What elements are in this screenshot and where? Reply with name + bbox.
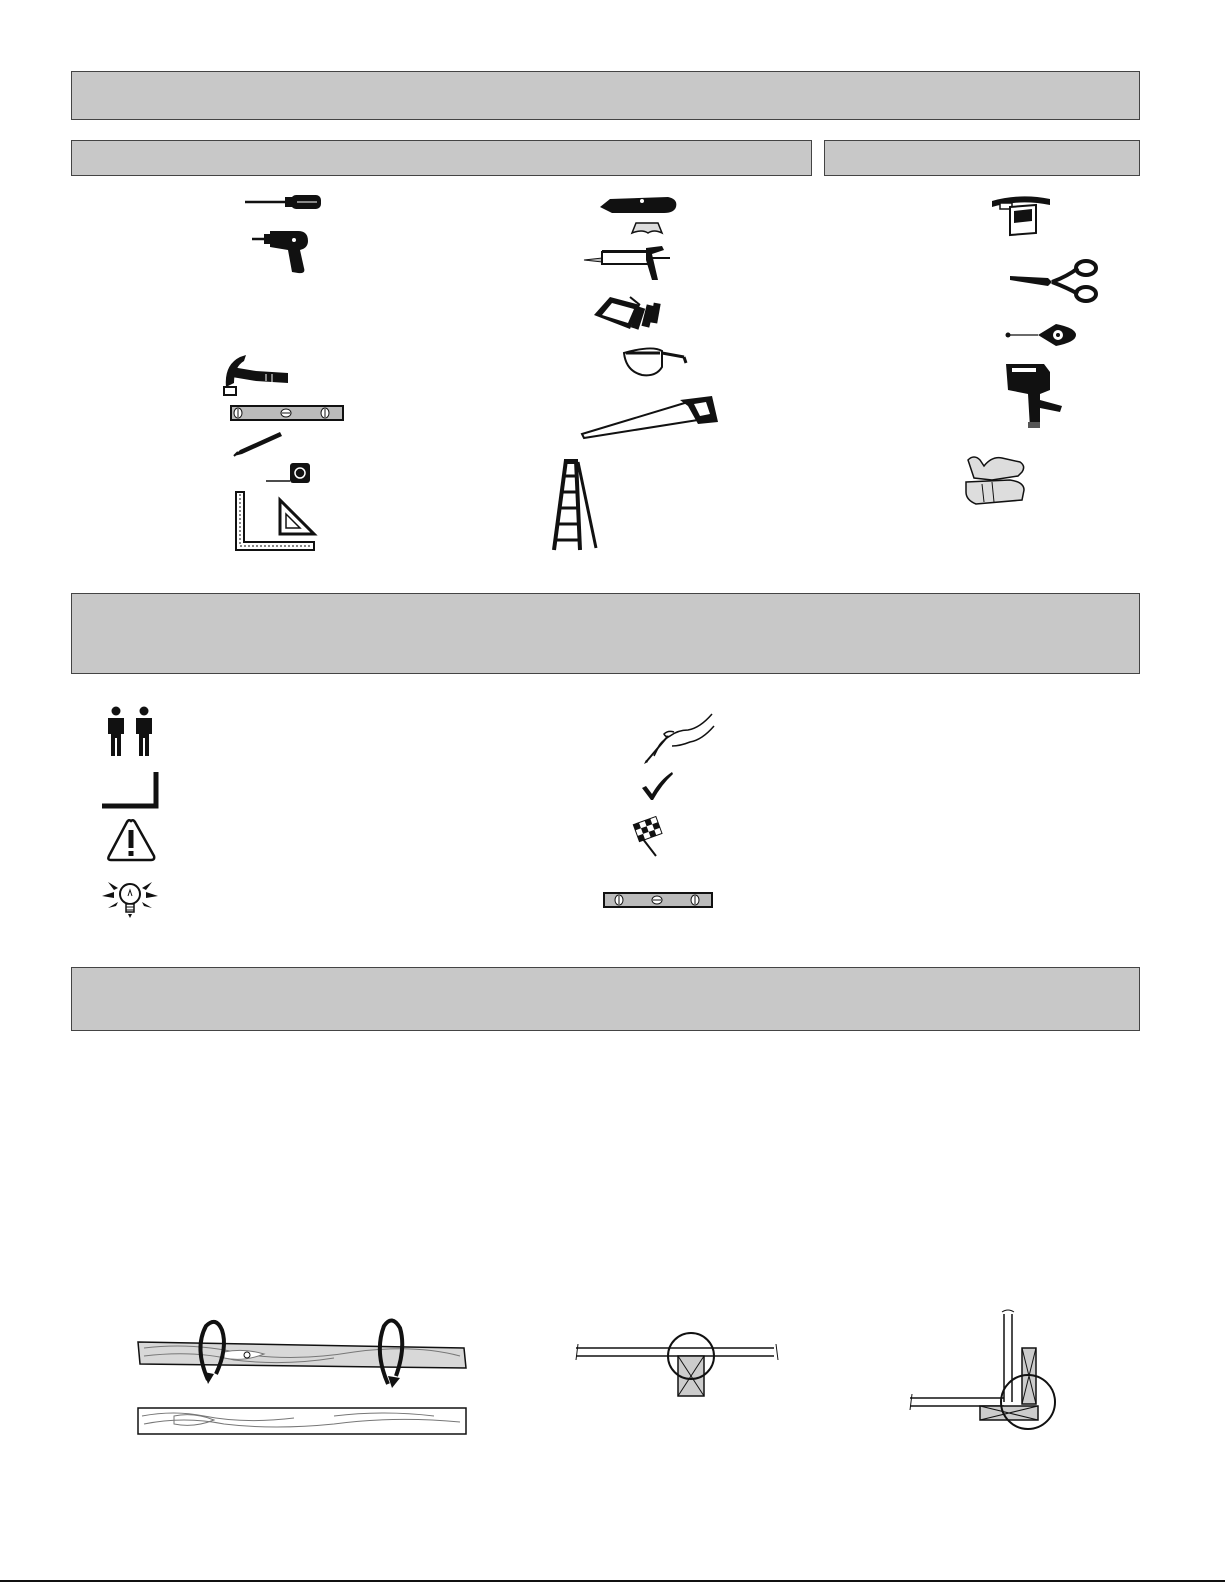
claw-hammer-icon (222, 353, 290, 397)
level-symbol-icon (603, 892, 713, 908)
caulk-gun-icon (582, 240, 672, 284)
step-ladder-icon (552, 458, 600, 552)
checkmark-icon (640, 770, 674, 802)
tools-needed-bar (71, 140, 812, 176)
recommended-tools-bar (824, 140, 1140, 176)
paint-tray-icon (590, 291, 664, 339)
level-icon (230, 405, 344, 421)
chalk-line-icon (1004, 322, 1078, 348)
tape-measure-icon (264, 461, 312, 485)
nail-gun-icon (1000, 360, 1066, 432)
two-people-icon (104, 706, 156, 758)
screwdriver-icon (245, 193, 323, 211)
utility-knife-icon (598, 193, 680, 239)
straight-board (138, 1408, 466, 1434)
warning-icon (106, 818, 156, 862)
safety-glasses-icon (622, 345, 688, 381)
checkered-flag-icon (630, 816, 666, 858)
page-bottom-rule (0, 1580, 1225, 1582)
hand-writing-icon (640, 712, 716, 766)
main-title-bar (71, 71, 1140, 120)
board-seam-diagram (574, 1330, 780, 1407)
tool-belt-icon (990, 193, 1052, 237)
power-drill-icon (252, 228, 314, 274)
carpenter-square-icon (234, 490, 316, 552)
corner-joint-diagram (906, 1306, 1058, 1437)
corner-square-icon (100, 770, 160, 810)
symbols-section-bar (71, 593, 1140, 674)
work-gloves-icon (962, 452, 1030, 506)
pencil-icon (232, 430, 284, 458)
tin-snips-icon (1008, 260, 1098, 302)
lumber-section-bar (71, 967, 1140, 1031)
hand-saw-icon (580, 396, 720, 438)
tip-lightbulb-icon (100, 878, 160, 922)
warped-board (138, 1342, 466, 1368)
warped-board-diagram (134, 1312, 474, 1447)
